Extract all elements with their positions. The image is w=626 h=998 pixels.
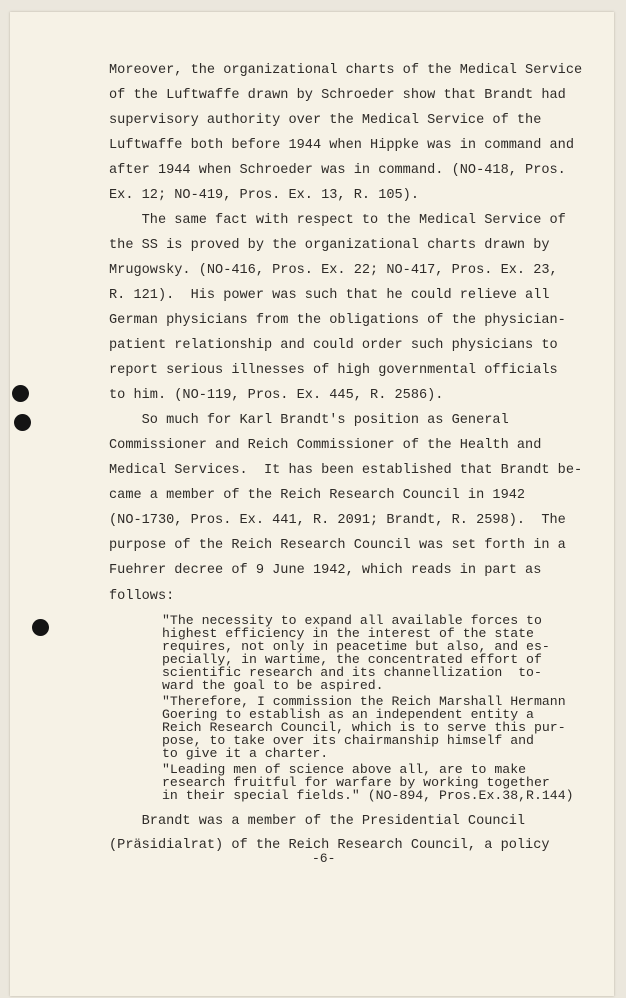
quote-line: research fruitful for warfare by working together	[162, 775, 550, 790]
body-line: of the Luftwaffe drawn by Schroeder show that Brandt had	[109, 88, 566, 103]
body-line: The same fact with respect to the Medical Service of	[109, 213, 566, 228]
body-line: Mrugowsky. (NO-416, Pros. Ex. 22; NO-417, Pros. Ex. 23,	[109, 263, 558, 278]
quote-line: Reich Research Council, which is to serve this pur-	[162, 720, 566, 735]
body-line: (Präsidialrat) of the Reich Research Council, a policy	[109, 838, 550, 853]
body-line: (NO-1730, Pros. Ex. 441, R. 2091; Brandt, R. 2598). The	[109, 513, 566, 528]
body-line: the SS is proved by the organizational charts drawn by	[109, 238, 550, 253]
body-line: Ex. 12; NO-419, Pros. Ex. 13, R. 105).	[109, 188, 419, 203]
quote-line: in their special fields." (NO-894, Pros.Ex.38,R.144)	[162, 788, 574, 803]
body-line: Fuehrer decree of 9 June 1942, which reads in part as	[109, 563, 542, 578]
quote-line: ward the goal to be aspired.	[162, 678, 384, 693]
body-line: after 1944 when Schroeder was in command. (NO-418, Pros.	[109, 163, 566, 178]
punch-hole	[12, 385, 29, 402]
quote-line: highest efficiency in the interest of the state	[162, 626, 534, 641]
punch-hole	[32, 619, 49, 636]
body-line: Commissioner and Reich Commissioner of the Health and	[109, 438, 542, 453]
quote-line: pecially, in wartime, the concentrated effort of	[162, 652, 542, 667]
quote-line: requires, not only in peacetime but also, and es-	[162, 639, 550, 654]
body-line: Luftwaffe both before 1944 when Hippke was in command and	[109, 138, 574, 153]
body-line: follows:	[109, 589, 175, 604]
body-line: supervisory authority over the Medical Service of the	[109, 113, 542, 128]
body-line: So much for Karl Brandt's position as General	[109, 413, 509, 428]
quote-line: scientific research and its channellization to-	[162, 665, 542, 680]
body-line: report serious illnesses of high governmental officials	[109, 363, 558, 378]
body-line: to him. (NO-119, Pros. Ex. 445, R. 2586).	[109, 388, 444, 403]
body-line: Brandt was a member of the Presidential Council	[109, 814, 526, 829]
body-line: German physicians from the obligations of the physician-	[109, 313, 566, 328]
quote-line: "Therefore, I commission the Reich Marshall Hermann	[162, 694, 566, 709]
punch-hole	[14, 414, 31, 431]
body-line: Moreover, the organizational charts of the Medical Service	[109, 63, 583, 78]
body-line: R. 121). His power was such that he could relieve all	[109, 288, 550, 303]
quote-line: pose, to take over its chairmanship himself and	[162, 733, 534, 748]
quote-line: Goering to establish as an independent entity a	[162, 707, 534, 722]
quote-line: "The necessity to expand all available forces to	[162, 613, 542, 628]
quote-line: "Leading men of science above all, are to make	[162, 762, 527, 777]
body-line: Medical Services. It has been established that Brandt be-	[109, 463, 583, 478]
body-line: came a member of the Reich Research Council in 1942	[109, 488, 526, 503]
page-number: -6-	[312, 851, 336, 866]
body-line: purpose of the Reich Research Council was set forth in a	[109, 538, 566, 553]
body-line: patient relationship and could order such physicians to	[109, 338, 558, 353]
quote-line: to give it a charter.	[162, 746, 329, 761]
